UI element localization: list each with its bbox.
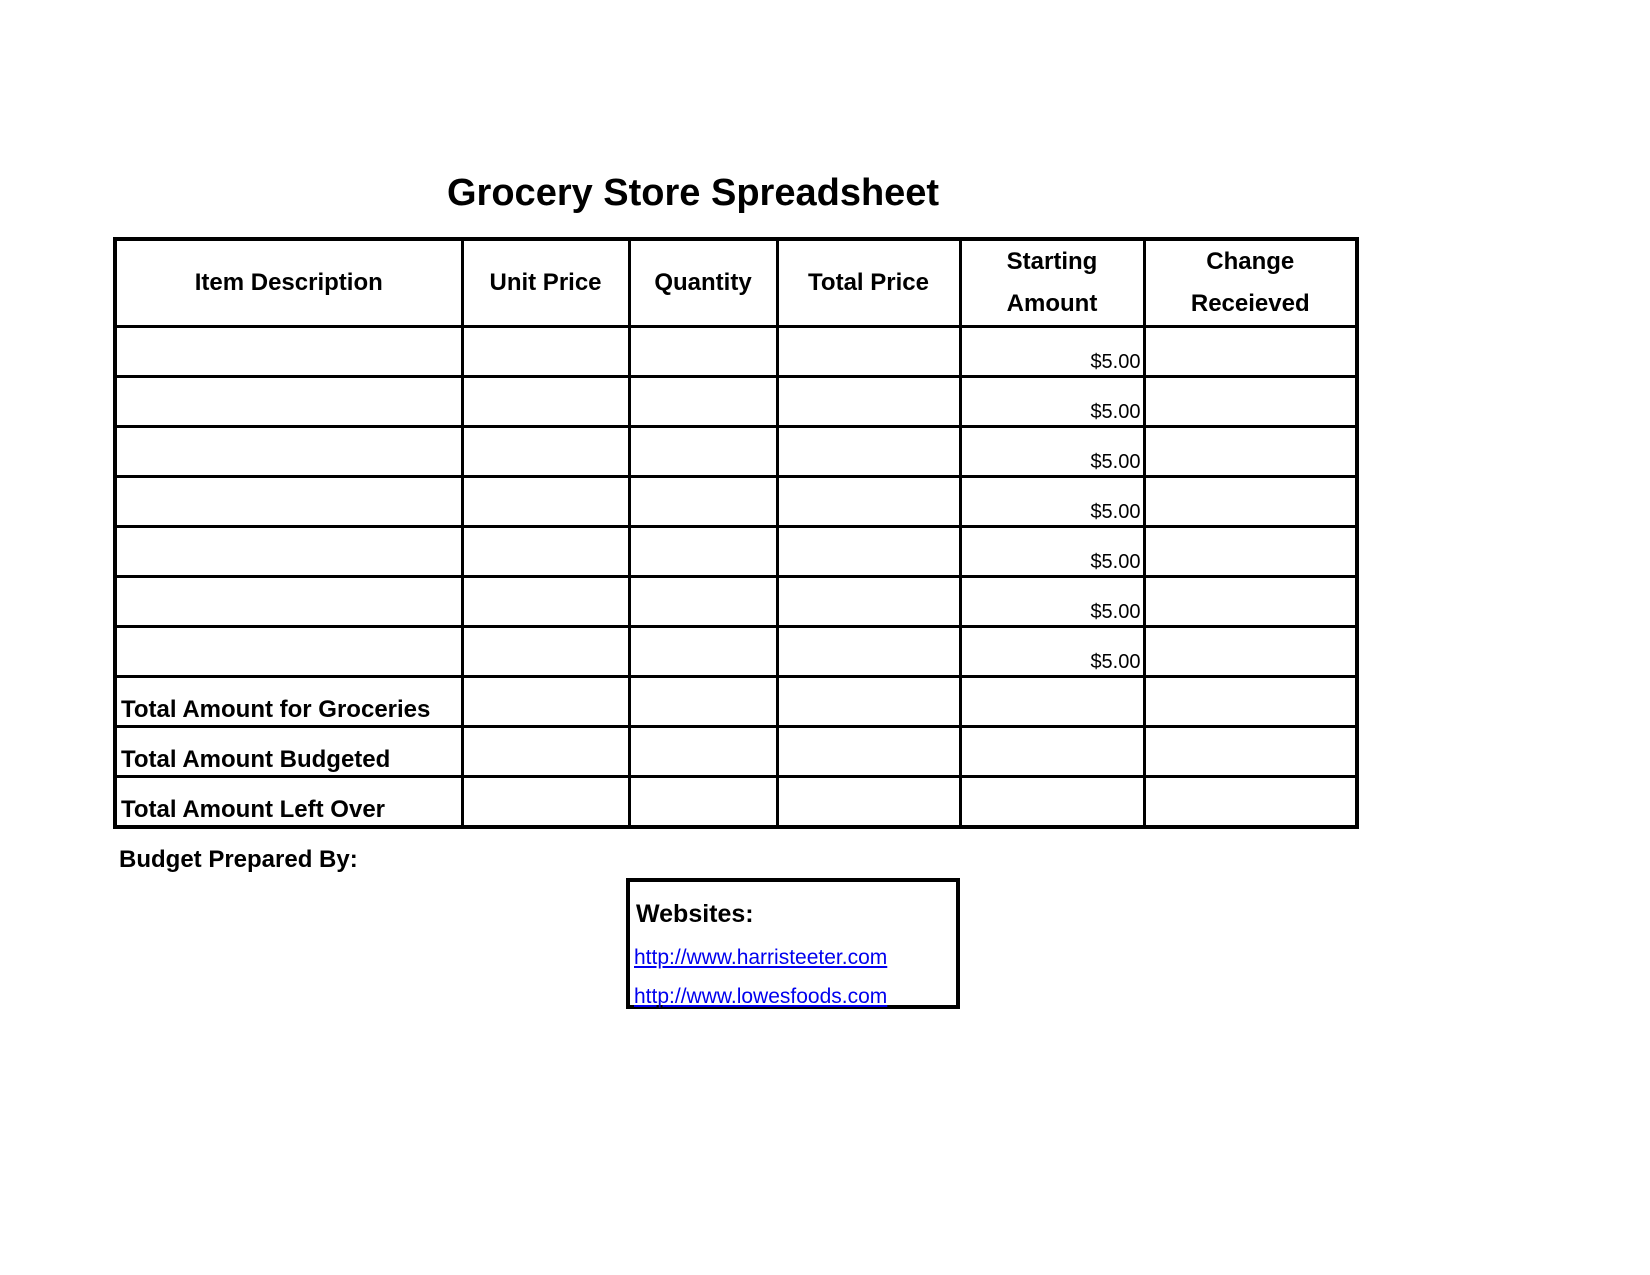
unit-price-cell[interactable] xyxy=(462,327,629,377)
starting-amount-cell[interactable]: $5.00 xyxy=(960,327,1144,377)
total-cell[interactable] xyxy=(462,727,629,777)
header-item-description: Item Description xyxy=(115,239,462,327)
total-cell[interactable] xyxy=(777,777,960,827)
quantity-cell[interactable] xyxy=(629,627,777,677)
budget-prepared-by-label: Budget Prepared By: xyxy=(119,846,358,873)
total-cell[interactable] xyxy=(629,777,777,827)
change-received-cell[interactable] xyxy=(1144,577,1357,627)
change-received-cell[interactable] xyxy=(1144,377,1357,427)
change-received-cell[interactable] xyxy=(1144,527,1357,577)
item-description-cell[interactable] xyxy=(115,477,462,527)
header-unit-price: Unit Price xyxy=(462,239,629,327)
websites-box xyxy=(626,878,960,1009)
unit-price-cell[interactable] xyxy=(462,527,629,577)
change-received-cell[interactable] xyxy=(1144,327,1357,377)
total-cell[interactable] xyxy=(629,677,777,727)
quantity-cell[interactable] xyxy=(629,477,777,527)
total-price-cell[interactable] xyxy=(777,477,960,527)
unit-price-cell[interactable] xyxy=(462,577,629,627)
starting-amount-cell[interactable]: $5.00 xyxy=(960,527,1144,577)
unit-price-cell[interactable] xyxy=(462,377,629,427)
quantity-cell[interactable] xyxy=(629,577,777,627)
lowesfoods-link[interactable]: http://www.lowesfoods.com xyxy=(634,985,888,1008)
total-price-cell[interactable] xyxy=(777,327,960,377)
total-cell[interactable] xyxy=(960,727,1144,777)
header-total-price: Total Price xyxy=(777,239,960,327)
item-description-cell[interactable] xyxy=(115,377,462,427)
header-quantity: Quantity xyxy=(629,239,777,327)
unit-price-cell[interactable] xyxy=(462,627,629,677)
quantity-cell[interactable] xyxy=(629,427,777,477)
header-row xyxy=(115,239,1357,327)
total-price-cell[interactable] xyxy=(777,577,960,627)
total-budgeted-row xyxy=(115,727,1357,777)
starting-amount-cell[interactable]: $5.00 xyxy=(960,377,1144,427)
total-cell[interactable] xyxy=(462,677,629,727)
total-cell[interactable] xyxy=(629,727,777,777)
total-cell[interactable] xyxy=(777,677,960,727)
total-price-cell[interactable] xyxy=(777,627,960,677)
total-left-over-label: Total Amount Left Over xyxy=(115,777,462,827)
change-received-cell[interactable] xyxy=(1144,627,1357,677)
header-change-received: Change Receieved xyxy=(1144,239,1357,327)
total-cell[interactable] xyxy=(777,727,960,777)
quantity-cell[interactable] xyxy=(629,377,777,427)
table-row xyxy=(115,527,1357,577)
total-budgeted-label: Total Amount Budgeted xyxy=(115,727,462,777)
total-cell[interactable] xyxy=(462,777,629,827)
total-cell[interactable] xyxy=(1144,677,1357,727)
starting-amount-cell[interactable]: $5.00 xyxy=(960,627,1144,677)
total-groceries-row xyxy=(115,677,1357,727)
unit-price-cell[interactable] xyxy=(462,477,629,527)
table-row xyxy=(115,627,1357,677)
starting-amount-cell[interactable]: $5.00 xyxy=(960,427,1144,477)
change-received-cell[interactable] xyxy=(1144,477,1357,527)
total-groceries-label: Total Amount for Groceries xyxy=(115,677,462,727)
total-price-cell[interactable] xyxy=(777,527,960,577)
item-description-cell[interactable] xyxy=(115,577,462,627)
page-title: Grocery Store Spreadsheet xyxy=(447,172,940,214)
item-description-cell[interactable] xyxy=(115,627,462,677)
table-row xyxy=(115,427,1357,477)
item-description-cell[interactable] xyxy=(115,427,462,477)
total-price-cell[interactable] xyxy=(777,427,960,477)
table-row xyxy=(115,377,1357,427)
total-cell[interactable] xyxy=(960,677,1144,727)
quantity-cell[interactable] xyxy=(629,327,777,377)
starting-amount-cell[interactable]: $5.00 xyxy=(960,477,1144,527)
change-received-cell[interactable] xyxy=(1144,427,1357,477)
quantity-cell[interactable] xyxy=(629,527,777,577)
unit-price-cell[interactable] xyxy=(462,427,629,477)
websites-heading: Websites: xyxy=(636,900,754,928)
header-starting-amount: Starting Amount xyxy=(960,239,1144,327)
item-description-cell[interactable] xyxy=(115,527,462,577)
total-price-cell[interactable] xyxy=(777,377,960,427)
item-description-cell[interactable] xyxy=(115,327,462,377)
total-cell[interactable] xyxy=(1144,777,1357,827)
total-left-over-row xyxy=(115,777,1357,827)
starting-amount-cell[interactable]: $5.00 xyxy=(960,577,1144,627)
total-cell[interactable] xyxy=(960,777,1144,827)
table-row xyxy=(115,477,1357,527)
total-cell[interactable] xyxy=(1144,727,1357,777)
grocery-table xyxy=(113,237,1359,829)
table-row xyxy=(115,577,1357,627)
harristeeter-link[interactable]: http://www.harristeeter.com xyxy=(634,946,888,969)
table-row xyxy=(115,327,1357,377)
